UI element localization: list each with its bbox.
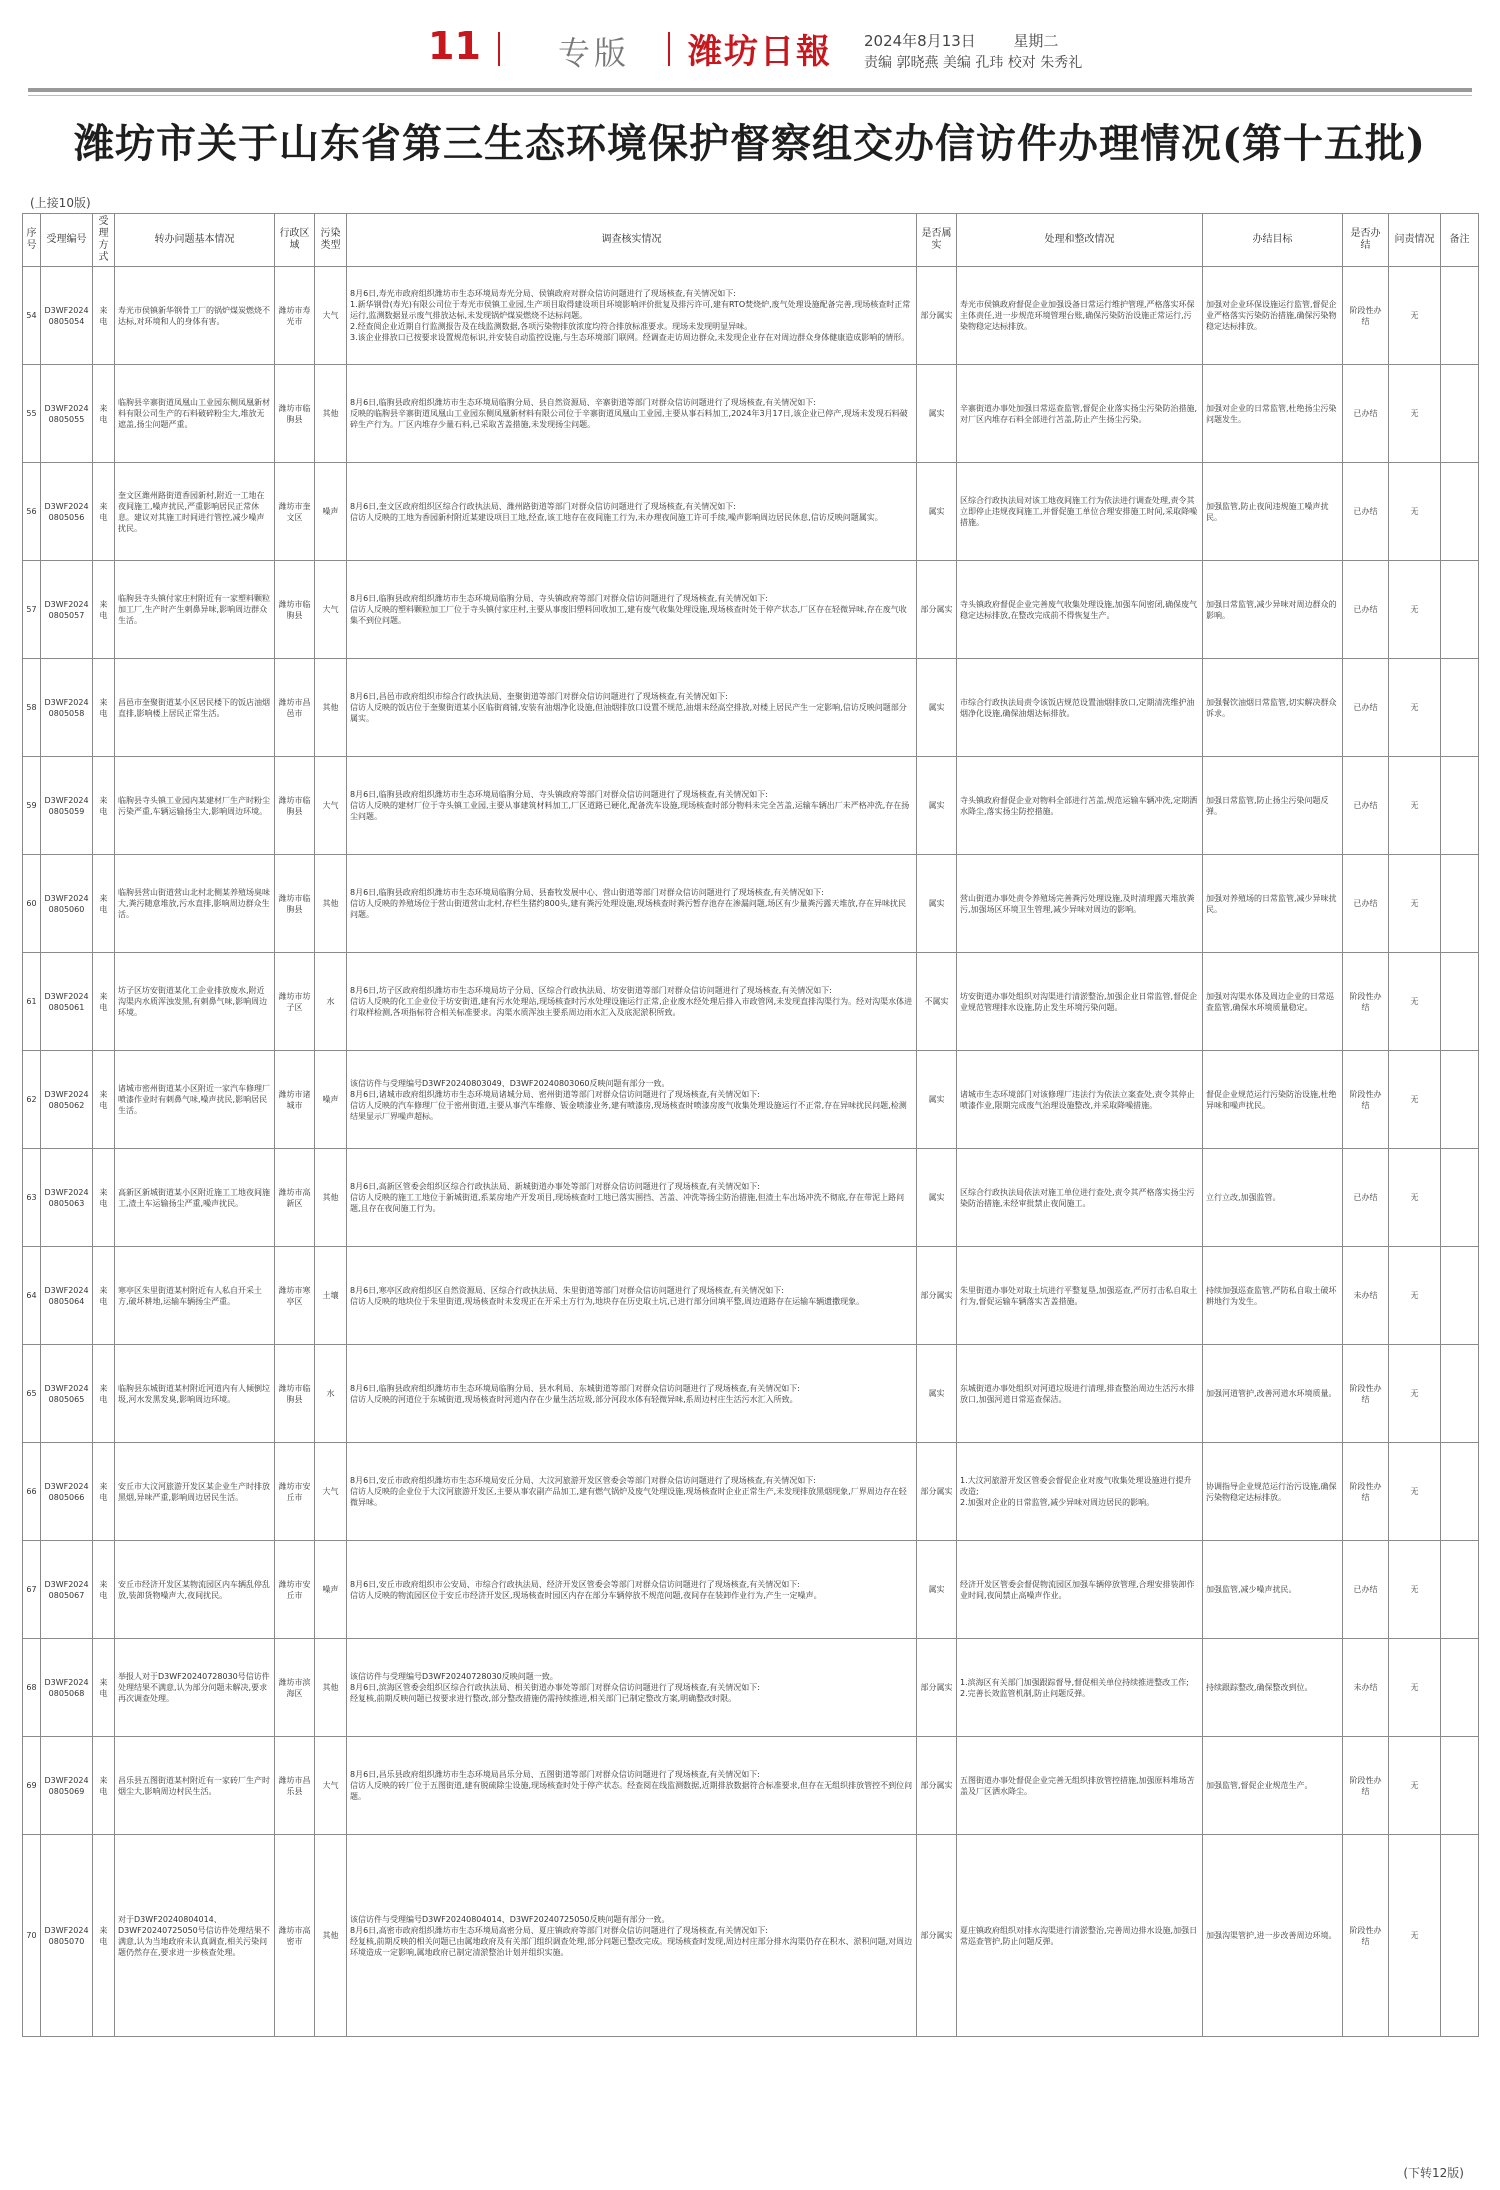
cell-investigation: 8月6日,安丘市政府组织潍坊市生态环境局安丘分局、大汶河旅游开发区管委会等部门对群众信访问题进行了现场核查,有关情况如下: 信访人反映的企业位于大汶河旅游开发区,主要从事农副产品加工,建有燃气锅炉及废气处理设施,现场核查时企业正常生产,未发现排放黑烟现象,厂界周边存在轻微异味。 [347, 1443, 917, 1541]
cell-goal: 加强日常监管,减少异味对周边群众的影响。 [1203, 561, 1343, 659]
table-row [23, 561, 1479, 659]
cell-goal: 加强日常监管,防止扬尘污染问题反弹。 [1203, 757, 1343, 855]
table-row [23, 1639, 1479, 1737]
cell-no: 68 [23, 1639, 41, 1737]
cell-ptype: 大气 [315, 1443, 347, 1541]
cell-id: D3WF2024 0805070 [41, 1835, 93, 2037]
cell-handling: 寿光市侯镇政府督促企业加强设备日常运行维护管理,严格落实环保主体责任,进一步规范环境管理台账,确保污染防治设施正常运行,污染物稳定达标排放。 [957, 267, 1203, 365]
cell-verified: 属实 [917, 659, 957, 757]
cell-verified: 属实 [917, 855, 957, 953]
cell-handling: 市综合行政执法局责令该饭店规范设置油烟排放口,定期清洗维护油烟净化设施,确保油烟达标排放。 [957, 659, 1203, 757]
column-header: 问责情况 [1389, 214, 1441, 267]
table-row [23, 1737, 1479, 1835]
cell-ptype: 噪声 [315, 1051, 347, 1149]
column-header: 是否办结 [1343, 214, 1389, 267]
cell-mode: 来电 [93, 1835, 115, 2037]
cell-investigation: 8月6日,临朐县政府组织潍坊市生态环境局临朐分局、县畜牧发展中心、营山街道等部门对群众信访问题进行了现场核查,有关情况如下: 信访人反映的养殖场位于营山街道营山北村,存栏生猪约800头,建有粪污处理设施,现场核查时粪污暂存池存在渗漏问题,场区有少量粪污露天堆放,存在异味扰民问题。 [347, 855, 917, 953]
cell-verified: 属实 [917, 1345, 957, 1443]
column-header: 行政区域 [275, 214, 315, 267]
cell-issue: 临朐县寺头镇付家庄村附近有一家塑料颗粒加工厂,生产时产生刺鼻异味,影响周边群众生活。 [115, 561, 275, 659]
cell-id: D3WF2024 0805068 [41, 1639, 93, 1737]
cell-mode: 来电 [93, 1247, 115, 1345]
cell-mode: 来电 [93, 1149, 115, 1247]
cell-accountability: 无 [1389, 267, 1441, 365]
cell-no: 69 [23, 1737, 41, 1835]
masthead-divider [668, 32, 670, 66]
cell-mode: 来电 [93, 659, 115, 757]
cell-accountability: 无 [1389, 1737, 1441, 1835]
cell-accountability: 无 [1389, 1541, 1441, 1639]
cell-goal: 加强监管,防止夜间违规施工噪声扰民。 [1203, 463, 1343, 561]
cell-accountability: 无 [1389, 463, 1441, 561]
cell-done: 已办结 [1343, 659, 1389, 757]
cell-accountability: 无 [1389, 659, 1441, 757]
cell-region: 潍坊市坊子区 [275, 953, 315, 1051]
cell-region: 潍坊市寒亭区 [275, 1247, 315, 1345]
cell-done: 已办结 [1343, 855, 1389, 953]
cell-done: 阶段性办结 [1343, 1737, 1389, 1835]
cell-done: 已办结 [1343, 463, 1389, 561]
cell-issue: 临朐县营山街道营山北村北侧某养殖场臭味大,粪污随意堆放,污水直排,影响周边群众生活。 [115, 855, 275, 953]
cell-issue: 对于D3WF20240804014、D3WF20240725050号信访件处理结果不满意,认为当地政府未认真调查,相关污染问题仍然存在,要求进一步核查处理。 [115, 1835, 275, 2037]
cell-ptype: 噪声 [315, 463, 347, 561]
editorial-staff: 责编 郭晓燕 美编 孔玮 校对 朱秀礼 [864, 55, 1083, 71]
cell-region: 潍坊市临朐县 [275, 561, 315, 659]
cell-no: 67 [23, 1541, 41, 1639]
table-row [23, 1541, 1479, 1639]
cell-id: D3WF2024 0805065 [41, 1345, 93, 1443]
cell-ptype: 水 [315, 953, 347, 1051]
cell-note [1441, 1639, 1479, 1737]
cell-accountability: 无 [1389, 1835, 1441, 2037]
cell-region: 潍坊市寿光市 [275, 267, 315, 365]
cell-handling: 五图街道办事处督促企业完善无组织排放管控措施,加强原料堆场苫盖及厂区洒水降尘。 [957, 1737, 1203, 1835]
table-row [23, 463, 1479, 561]
cell-ptype: 其他 [315, 855, 347, 953]
column-header: 受理编号 [41, 214, 93, 267]
cell-region: 潍坊市安丘市 [275, 1443, 315, 1541]
column-header: 办结目标 [1203, 214, 1343, 267]
cell-ptype: 水 [315, 1345, 347, 1443]
cell-note [1441, 1541, 1479, 1639]
cell-note [1441, 1443, 1479, 1541]
cell-verified: 部分属实 [917, 561, 957, 659]
cell-region: 潍坊市临朐县 [275, 757, 315, 855]
table-row [23, 659, 1479, 757]
cell-goal: 持续跟踪整改,确保整改到位。 [1203, 1639, 1343, 1737]
cell-investigation: 8月6日,临朐县政府组织潍坊市生态环境局临朐分局、县水利局、东城街道等部门对群众信访问题进行了现场核查,有关情况如下: 信访人反映的河道位于东城街道,现场核查时河道内存在少量生活垃圾,部分河段水体有轻微异味,系周边村庄生活污水汇入所致。 [347, 1345, 917, 1443]
cell-verified: 属实 [917, 365, 957, 463]
cell-region: 潍坊市安丘市 [275, 1541, 315, 1639]
cell-id: D3WF2024 0805057 [41, 561, 93, 659]
cell-goal: 协调指导企业规范运行治污设施,确保污染物稳定达标排放。 [1203, 1443, 1343, 1541]
cell-ptype: 土壤 [315, 1247, 347, 1345]
cell-id: D3WF2024 0805067 [41, 1541, 93, 1639]
section-name: 专版 [558, 34, 631, 72]
column-header: 处理和整改情况 [957, 214, 1203, 267]
cell-mode: 来电 [93, 267, 115, 365]
table-row [23, 1443, 1479, 1541]
cell-verified: 属实 [917, 1149, 957, 1247]
cell-ptype: 大气 [315, 267, 347, 365]
cell-investigation: 8月6日,寿光市政府组织潍坊市生态环境局寿光分局、侯镇政府对群众信访问题进行了现场核查,有关情况如下: 1.新华钢骨(寿光)有限公司位于寿光市侯镇工业园,生产项目取得建设项目环境影响评价批复及排污许可,建有RTO焚烧炉,废气处理设施配备完善,现场核查时正常运行,监测数据显示废气排放达标,未发现锅炉煤炭燃烧不达标问题。 2.经查阅企业近期自行监测报告及在线监测数据,各项污染物排放浓度均符合排放标准要求。现场未发现明显异味。 3.该企业排放口已按要求设置规范标识,并安装自动监控设施,与生态环境部门联网。经调查走访周边群众,未发现企业存在对周边群众身体健康造成影响的情形。 [347, 267, 917, 365]
weekday-text: 星期二 [1013, 32, 1059, 50]
page-title: 潍坊市关于山东省第三生态环境保护督察组交办信访件办理情况(第十五批) [74, 120, 1426, 167]
cell-no: 63 [23, 1149, 41, 1247]
cell-issue: 诸城市密州街道某小区附近一家汽车修理厂喷漆作业时有刺鼻气味,噪声扰民,影响居民生活。 [115, 1051, 275, 1149]
cell-id: D3WF2024 0805063 [41, 1149, 93, 1247]
table-row [23, 365, 1479, 463]
cell-no: 62 [23, 1051, 41, 1149]
cell-note [1441, 365, 1479, 463]
continued-to: (下转12版) [1403, 2166, 1464, 2180]
column-header: 污染类型 [315, 214, 347, 267]
cell-no: 61 [23, 953, 41, 1051]
cell-handling: 朱里街道办事处对取土坑进行平整复垦,加强巡查,严厉打击私自取土行为,督促运输车辆落实苫盖措施。 [957, 1247, 1203, 1345]
cell-verified: 属实 [917, 1051, 957, 1149]
cell-accountability: 无 [1389, 561, 1441, 659]
column-header: 受理方式 [93, 214, 115, 267]
cell-mode: 来电 [93, 855, 115, 953]
cell-verified: 不属实 [917, 953, 957, 1051]
table-row [23, 953, 1479, 1051]
cell-verified: 部分属实 [917, 267, 957, 365]
cell-note [1441, 1051, 1479, 1149]
cell-ptype: 噪声 [315, 1541, 347, 1639]
cell-no: 66 [23, 1443, 41, 1541]
cell-done: 阶段性办结 [1343, 953, 1389, 1051]
cell-no: 55 [23, 365, 41, 463]
cell-no: 65 [23, 1345, 41, 1443]
cell-id: D3WF2024 0805056 [41, 463, 93, 561]
cell-verified: 部分属实 [917, 1639, 957, 1737]
cell-no: 54 [23, 267, 41, 365]
cell-region: 潍坊市滨海区 [275, 1639, 315, 1737]
cell-investigation: 该信访件与受理编号D3WF20240728030反映问题一致。 8月6日,滨海区管委会组织区综合行政执法局、相关街道办事处等部门对群众信访问题进行了现场核查,有关情况如下: 经复核,前期反映问题已按要求进行整改,部分整改措施仍需持续推进,相关部门已制定整改方案,明确整改时限。 [347, 1639, 917, 1737]
cell-no: 59 [23, 757, 41, 855]
cell-goal: 加强对沟渠水体及周边企业的日常巡查监管,确保水环境质量稳定。 [1203, 953, 1343, 1051]
cell-done: 已办结 [1343, 365, 1389, 463]
cell-region: 潍坊市高密市 [275, 1835, 315, 2037]
header-rule-thin [28, 95, 1472, 96]
cell-accountability: 无 [1389, 1051, 1441, 1149]
cell-investigation: 该信访件与受理编号D3WF20240803049、D3WF20240803060反映问题有部分一致。 8月6日,诸城市政府组织潍坊市生态环境局诸城分局、密州街道等部门对群众信访问题进行了现场核查,有关情况如下: 信访人反映的汽车修理厂位于密州街道,主要从事汽车维修、钣金喷漆业务,建有喷漆房,现场核查时喷漆房废气收集处理设施运行不正常,存在异味扰民问题,检测结果显示厂界噪声超标。 [347, 1051, 917, 1149]
cell-goal: 加强河道管护,改善河道水环境质量。 [1203, 1345, 1343, 1443]
cell-investigation: 8月6日,奎文区政府组织区综合行政执法局、潍州路街道等部门对群众信访问题进行了现场核查,有关情况如下: 信访人反映的工地为香园新村附近某建设项目工地,经查,该工地存在夜间施工行为,未办理夜间施工许可手续,噪声影响周边居民休息,信访反映问题属实。 [347, 463, 917, 561]
cell-region: 潍坊市高新区 [275, 1149, 315, 1247]
cell-issue: 寒亭区朱里街道某村附近有人私自开采土方,破坏耕地,运输车辆扬尘严重。 [115, 1247, 275, 1345]
cell-region: 潍坊市临朐县 [275, 855, 315, 953]
cell-handling: 诸城市生态环境部门对该修理厂违法行为依法立案查处,责令其停止喷漆作业,限期完成废气治理设施整改,并采取降噪措施。 [957, 1051, 1203, 1149]
cell-verified: 部分属实 [917, 1443, 957, 1541]
cell-investigation: 8月6日,安丘市政府组织市公安局、市综合行政执法局、经济开发区管委会等部门对群众信访问题进行了现场核查,有关情况如下: 信访人反映的物流园区位于安丘市经济开发区,现场核查时园区内存在部分车辆停放不规范问题,夜间存在装卸作业行为,产生一定噪声。 [347, 1541, 917, 1639]
cell-note [1441, 1835, 1479, 2037]
cell-done: 阶段性办结 [1343, 1443, 1389, 1541]
cell-goal: 加强餐饮油烟日常监管,切实解决群众诉求。 [1203, 659, 1343, 757]
cell-accountability: 无 [1389, 1443, 1441, 1541]
cell-accountability: 无 [1389, 855, 1441, 953]
cell-verified: 属实 [917, 1541, 957, 1639]
table-row [23, 267, 1479, 365]
cell-mode: 来电 [93, 1639, 115, 1737]
cell-done: 未办结 [1343, 1247, 1389, 1345]
cell-ptype: 其他 [315, 365, 347, 463]
cell-goal: 持续加强巡查监管,严防私自取土破坏耕地行为发生。 [1203, 1247, 1343, 1345]
cell-investigation: 8月6日,临朐县政府组织潍坊市生态环境局临朐分局、寺头镇政府等部门对群众信访问题进行了现场核查,有关情况如下: 信访人反映的塑料颗粒加工厂位于寺头镇付家庄村,主要从事废旧塑料回收加工,建有废气收集处理设施,现场核查时处于停产状态,厂区存在轻微异味,存在废气收集不到位问题。 [347, 561, 917, 659]
cell-region: 潍坊市昌邑市 [275, 659, 315, 757]
table-row [23, 757, 1479, 855]
cell-done: 已办结 [1343, 1149, 1389, 1247]
cell-note [1441, 1247, 1479, 1345]
masthead-divider [498, 32, 500, 66]
table-header [23, 214, 1479, 267]
cell-note [1441, 1149, 1479, 1247]
cell-ptype: 大气 [315, 1737, 347, 1835]
cell-handling: 夏庄镇政府组织对排水沟渠进行清淤整治,完善周边排水设施,加强日常巡查管护,防止问题反弹。 [957, 1835, 1203, 2037]
cell-id: D3WF2024 0805062 [41, 1051, 93, 1149]
cell-no: 60 [23, 855, 41, 953]
column-header: 备注 [1441, 214, 1479, 267]
column-header: 转办问题基本情况 [115, 214, 275, 267]
cell-mode: 来电 [93, 1345, 115, 1443]
cell-handling: 东城街道办事处组织对河道垃圾进行清理,排查整治周边生活污水排放口,加强河道日常巡查保洁。 [957, 1345, 1203, 1443]
continued-from: (上接10版) [30, 196, 91, 210]
cell-no: 64 [23, 1247, 41, 1345]
cell-verified: 部分属实 [917, 1835, 957, 2037]
cell-issue: 临朐县东城街道某村附近河道内有人倾倒垃圾,河水发黑发臭,影响周边环境。 [115, 1345, 275, 1443]
cell-id: D3WF2024 0805059 [41, 757, 93, 855]
cell-investigation: 8月6日,寒亭区政府组织区自然资源局、区综合行政执法局、朱里街道等部门对群众信访问题进行了现场核查,有关情况如下: 信访人反映的地块位于朱里街道,现场核查时未发现正在开采土方行为,地块存在历史取土坑,已进行部分回填平整,周边道路存在运输车辆遗撒现象。 [347, 1247, 917, 1345]
cell-id: D3WF2024 0805054 [41, 267, 93, 365]
cell-investigation: 8月6日,高新区管委会组织区综合行政执法局、新城街道办事处等部门对群众信访问题进行了现场核查,有关情况如下: 信访人反映的施工工地位于新城街道,系某房地产开发项目,现场核查时工地已落实围挡、苫盖、冲洗等扬尘防治措施,但渣土车出场冲洗不彻底,存在带泥上路问题,且存在夜间施工行为。 [347, 1149, 917, 1247]
cell-handling: 寺头镇政府督促企业对物料全部进行苫盖,规范运输车辆冲洗,定期洒水降尘,落实扬尘防控措施。 [957, 757, 1203, 855]
cell-note [1441, 463, 1479, 561]
cell-note [1441, 659, 1479, 757]
cell-handling: 区综合行政执法局依法对施工单位进行查处,责令其严格落实扬尘污染防治措施,未经审批禁止夜间施工。 [957, 1149, 1203, 1247]
cell-done: 未办结 [1343, 1639, 1389, 1737]
cell-note [1441, 855, 1479, 953]
cell-accountability: 无 [1389, 1149, 1441, 1247]
cell-issue: 临朐县辛寨街道凤凰山工业园东侧凤凰新材料有限公司生产的石料破碎粉尘大,堆放无遮盖,扬尘问题严重。 [115, 365, 275, 463]
cell-goal: 加强监管,督促企业规范生产。 [1203, 1737, 1343, 1835]
cell-done: 阶段性办结 [1343, 1345, 1389, 1443]
cell-investigation: 该信访件与受理编号D3WF20240804014、D3WF20240725050反映问题有部分一致。 8月6日,高密市政府组织潍坊市生态环境局高密分局、夏庄镇政府等部门对群众信访问题进行了现场核查,有关情况如下: 经复核,前期反映的相关问题已由属地政府及有关部门组织调查处理,部分问题已整改完成。现场核查时发现,周边村庄部分排水沟渠仍存在积水、淤积问题,对周边环境造成一定影响,属地政府已制定清淤整治计划并组织实施。 [347, 1835, 917, 2037]
cell-region: 潍坊市临朐县 [275, 365, 315, 463]
cell-id: D3WF2024 0805055 [41, 365, 93, 463]
cell-investigation: 8月6日,昌邑市政府组织市综合行政执法局、奎聚街道等部门对群众信访问题进行了现场核查,有关情况如下: 信访人反映的饭店位于奎聚街道某小区临街商铺,安装有油烟净化设施,但油烟排放口设置不规范,油烟未经高空排放,对楼上居民产生一定影响,信访反映问题部分属实。 [347, 659, 917, 757]
cell-id: D3WF2024 0805058 [41, 659, 93, 757]
cell-handling: 区综合行政执法局对该工地夜间施工行为依法进行调查处理,责令其立即停止违规夜间施工,并督促施工单位合理安排施工时间,采取降噪措施。 [957, 463, 1203, 561]
cell-issue: 举报人对于D3WF20240728030号信访件处理结果不满意,认为部分问题未解决,要求再次调查处理。 [115, 1639, 275, 1737]
cell-no: 58 [23, 659, 41, 757]
cell-done: 已办结 [1343, 757, 1389, 855]
cell-mode: 来电 [93, 757, 115, 855]
cell-ptype: 大气 [315, 561, 347, 659]
cell-verified: 属实 [917, 757, 957, 855]
cell-issue: 临朐县寺头镇工业园内某建材厂生产时粉尘污染严重,车辆运输扬尘大,影响周边环境。 [115, 757, 275, 855]
cell-mode: 来电 [93, 561, 115, 659]
cell-note [1441, 561, 1479, 659]
cell-handling: 营山街道办事处责令养殖场完善粪污处理设施,及时清理露天堆放粪污,加强场区环境卫生管理,减少异味对周边的影响。 [957, 855, 1203, 953]
column-header: 调查核实情况 [347, 214, 917, 267]
cell-verified: 部分属实 [917, 1737, 957, 1835]
cell-region: 潍坊市奎文区 [275, 463, 315, 561]
cell-goal: 立行立改,加强监管。 [1203, 1149, 1343, 1247]
cell-ptype: 其他 [315, 1835, 347, 2037]
cell-verified: 属实 [917, 463, 957, 561]
table-row [23, 1345, 1479, 1443]
cell-mode: 来电 [93, 1737, 115, 1835]
cell-issue: 坊子区坊安街道某化工企业排放废水,附近沟渠内水质浑浊发黑,有刺鼻气味,影响周边环境。 [115, 953, 275, 1051]
cell-done: 已办结 [1343, 561, 1389, 659]
complaint-table [22, 213, 1479, 2037]
cell-ptype: 其他 [315, 1639, 347, 1737]
cell-issue: 奎文区潍州路街道香园新村,附近一工地在夜间施工,噪声扰民,严重影响居民正常休息。建议对其施工时间进行管控,减少噪声扰民。 [115, 463, 275, 561]
column-header: 是否属实 [917, 214, 957, 267]
cell-id: D3WF2024 0805066 [41, 1443, 93, 1541]
table-row [23, 1247, 1479, 1345]
cell-accountability: 无 [1389, 365, 1441, 463]
cell-investigation: 8月6日,昌乐县政府组织潍坊市生态环境局昌乐分局、五图街道等部门对群众信访问题进行了现场核查,有关情况如下: 信访人反映的砖厂位于五图街道,建有脱硫除尘设施,现场核查时处于停产状态。经查阅在线监测数据,近期排放数据符合标准要求,但存在无组织排放管控不到位问题。 [347, 1737, 917, 1835]
page-number: 11 [428, 24, 481, 68]
cell-issue: 安丘市大汶河旅游开发区某企业生产时排放黑烟,异味严重,影响周边居民生活。 [115, 1443, 275, 1541]
cell-done: 阶段性办结 [1343, 267, 1389, 365]
cell-done: 已办结 [1343, 1541, 1389, 1639]
cell-issue: 昌邑市奎聚街道某小区居民楼下的饭店油烟直排,影响楼上居民正常生活。 [115, 659, 275, 757]
cell-accountability: 无 [1389, 1639, 1441, 1737]
table-row [23, 1051, 1479, 1149]
cell-mode: 来电 [93, 1051, 115, 1149]
cell-ptype: 其他 [315, 659, 347, 757]
cell-note [1441, 953, 1479, 1051]
cell-ptype: 其他 [315, 1149, 347, 1247]
cell-id: D3WF2024 0805069 [41, 1737, 93, 1835]
cell-issue: 昌乐县五图街道某村附近有一家砖厂生产时烟尘大,影响周边村民生活。 [115, 1737, 275, 1835]
cell-region: 潍坊市临朐县 [275, 1345, 315, 1443]
header-rule [28, 88, 1472, 92]
table-row [23, 1149, 1479, 1247]
cell-done: 阶段性办结 [1343, 1835, 1389, 2037]
cell-goal: 督促企业规范运行污染防治设施,杜绝异味和噪声扰民。 [1203, 1051, 1343, 1149]
cell-note [1441, 1345, 1479, 1443]
cell-mode: 来电 [93, 365, 115, 463]
cell-region: 潍坊市昌乐县 [275, 1737, 315, 1835]
cell-investigation: 8月6日,坊子区政府组织潍坊市生态环境局坊子分局、区综合行政执法局、坊安街道等部门对群众信访问题进行了现场核查,有关情况如下: 信访人反映的化工企业位于坊安街道,建有污水处理站,现场核查时污水处理设施运行正常,企业废水经处理后排入市政管网,未发现直排沟渠行为。经对沟渠水体进行取样检测,各项指标符合相关标准要求。沟渠水质浑浊主要系周边雨水汇入及底泥淤积所致。 [347, 953, 917, 1051]
cell-accountability: 无 [1389, 757, 1441, 855]
cell-investigation: 8月6日,临朐县政府组织潍坊市生态环境局临朐分局、寺头镇政府等部门对群众信访问题进行了现场核查,有关情况如下: 信访人反映的建材厂位于寺头镇工业园,主要从事建筑材料加工,厂区道路已硬化,配备洗车设施,现场核查时部分物料未完全苫盖,运输车辆出厂未严格冲洗,存在扬尘问题。 [347, 757, 917, 855]
cell-issue: 寿光市侯镇新华钢骨工厂的锅炉煤炭燃烧不达标,对环境和人的身体有害。 [115, 267, 275, 365]
date-text: 2024年8月13日 [864, 32, 976, 50]
cell-region: 潍坊市诸城市 [275, 1051, 315, 1149]
cell-accountability: 无 [1389, 953, 1441, 1051]
cell-handling: 1.大汶河旅游开发区管委会督促企业对废气收集处理设施进行提升改造; 2.加强对企业的日常监管,减少异味对周边居民的影响。 [957, 1443, 1203, 1541]
cell-handling: 坊安街道办事处组织对沟渠进行清淤整治,加强企业日常监管,督促企业规范管理排水设施,防止发生环境污染问题。 [957, 953, 1203, 1051]
table-row [23, 1835, 1479, 2037]
cell-issue: 高新区新城街道某小区附近施工工地夜间施工,渣土车运输扬尘严重,噪声扰民。 [115, 1149, 275, 1247]
table-row [23, 855, 1479, 953]
cell-ptype: 大气 [315, 757, 347, 855]
cell-note [1441, 267, 1479, 365]
cell-goal: 加强对养殖场的日常监管,减少异味扰民。 [1203, 855, 1343, 953]
cell-investigation: 8月6日,临朐县政府组织潍坊市生态环境局临朐分局、县自然资源局、辛寨街道等部门对群众信访问题进行了现场核查,有关情况如下: 反映的临朐县辛寨街道凤凰山工业园东侧凤凰新材料有限公司位于辛寨街道凤凰山工业园,主要从事石料加工,2024年3月17日,该企业已停产,现场未发现石料破碎生产行为。厂区内堆存少量石料,已采取苫盖措施,未发现扬尘问题。 [347, 365, 917, 463]
cell-handling: 辛寨街道办事处加强日常巡查监管,督促企业落实扬尘污染防治措施,对厂区内堆存石料全部进行苫盖,防止产生扬尘污染。 [957, 365, 1203, 463]
cell-mode: 来电 [93, 463, 115, 561]
cell-done: 阶段性办结 [1343, 1051, 1389, 1149]
cell-id: D3WF2024 0805064 [41, 1247, 93, 1345]
cell-accountability: 无 [1389, 1247, 1441, 1345]
cell-issue: 安丘市经济开发区某物流园区内车辆乱停乱放,装卸货物噪声大,夜间扰民。 [115, 1541, 275, 1639]
newspaper-logo: 潍坊日報 [688, 32, 832, 72]
cell-mode: 来电 [93, 1443, 115, 1541]
cell-handling: 1.滨海区有关部门加强跟踪督导,督促相关单位持续推进整改工作; 2.完善长效监管机制,防止问题反弹。 [957, 1639, 1203, 1737]
cell-no: 70 [23, 1835, 41, 2037]
cell-no: 57 [23, 561, 41, 659]
cell-handling: 寺头镇政府督促企业完善废气收集处理设施,加强车间密闭,确保废气稳定达标排放,在整改完成前不得恢复生产。 [957, 561, 1203, 659]
cell-goal: 加强对企业的日常监管,杜绝扬尘污染问题发生。 [1203, 365, 1343, 463]
cell-note [1441, 1737, 1479, 1835]
cell-accountability: 无 [1389, 1345, 1441, 1443]
cell-goal: 加强监管,减少噪声扰民。 [1203, 1541, 1343, 1639]
cell-mode: 来电 [93, 953, 115, 1051]
cell-id: D3WF2024 0805060 [41, 855, 93, 953]
cell-goal: 加强对企业环保设施运行监管,督促企业严格落实污染防治措施,确保污染物稳定达标排放。 [1203, 267, 1343, 365]
cell-goal: 加强沟渠管护,进一步改善周边环境。 [1203, 1835, 1343, 2037]
cell-mode: 来电 [93, 1541, 115, 1639]
cell-handling: 经济开发区管委会督促物流园区加强车辆停放管理,合理安排装卸作业时间,夜间禁止高噪声作业。 [957, 1541, 1203, 1639]
issue-date [864, 30, 1058, 51]
masthead [28, 24, 1472, 76]
column-header: 序号 [23, 214, 41, 267]
cell-no: 56 [23, 463, 41, 561]
cell-verified: 部分属实 [917, 1247, 957, 1345]
cell-note [1441, 757, 1479, 855]
cell-id: D3WF2024 0805061 [41, 953, 93, 1051]
